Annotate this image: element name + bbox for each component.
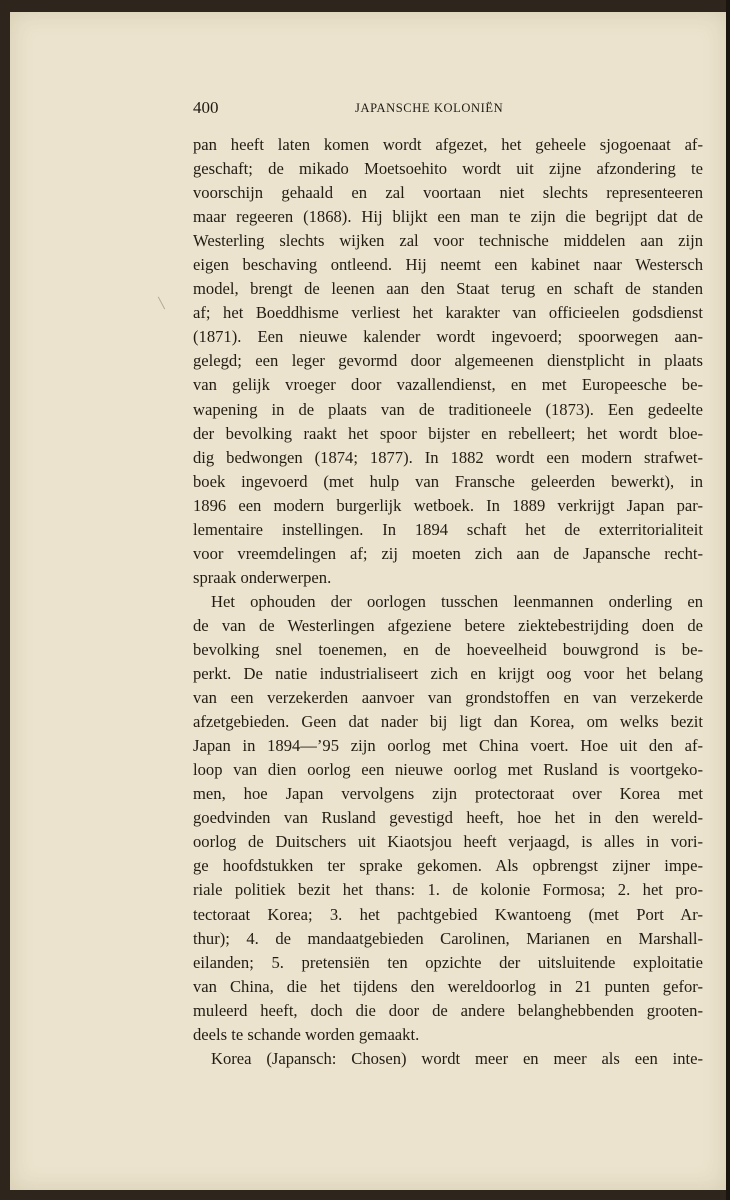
text-line: de van de Westerlingen afgeziene betere ziektebestrijding doen de [193, 615, 703, 635]
text-line: bevolking snel toenemen, en de hoeveelheid bouwgrond is be- [193, 639, 703, 659]
text-line: thur); 4. de mandaatgebieden Carolinen, Marianen en Marshall- [193, 928, 703, 948]
text-line: pan heeft laten komen wordt afgezet, het geheele sjogoenaat af- [193, 135, 703, 154]
text-line: lementaire instellingen. In 1894 schaft het de exterritorialiteit [193, 519, 703, 539]
text-line: ge hoofdstukken ter sprake gekomen. Als opbrengst zijner impe- [193, 856, 703, 876]
text-line: loop van dien oorlog een nieuwe oorlog met Rusland is voortgeko- [193, 760, 703, 780]
text-line: oorlog de Duitschers uit Kiaotsjou heeft verjaagd, is alles in vori- [193, 832, 703, 852]
text-line: eigen beschaving ontleend. Hij neemt een kabinet naar Westersch [193, 255, 703, 275]
text-line: spraak onderwerpen. [193, 567, 332, 587]
text-line: (1871). Een nieuwe kalender wordt ingevoerd; spoorwegen aan- [193, 327, 703, 347]
text-line: van een verzekerden aanvoer van grondstoffen en van verzekerde [193, 688, 703, 708]
text-line: boek ingevoerd (met hulp van Fransche geleerden bewerkt), in [193, 471, 703, 491]
text-line: perkt. De natie industrialiseert zich en krijgt oog voor het belang [193, 664, 703, 684]
text-line: voorschijn gehaald en zal voortaan niet slechts representeeren [193, 183, 703, 203]
text-line: eilanden; 5. pretensiën ten opzichte der uitsluitende exploitatie [193, 952, 703, 972]
text-line: af; het Boeddhisme verliest het karakter van officieelen godsdienst [193, 303, 703, 323]
text-line: Het ophouden der oorlogen tusschen leenmannen onderling en [211, 591, 703, 611]
text-line: riale politiek bezit het thans: 1. de kolonie Formosa; 2. het pro- [193, 880, 703, 900]
text-line: Korea (Japansch: Chosen) wordt meer en meer als een inte- [211, 1048, 703, 1068]
text-line: men, hoe Japan vervolgens zijn protectoraat over Korea met [193, 784, 703, 804]
page-edge [726, 0, 730, 1200]
text-line: afzetgebieden. Geen dat nader bij ligt dan Korea, om welks bezit [193, 712, 703, 732]
text-line: dig bedwongen (1874; 1877). In 1882 wordt een modern strafwet- [193, 447, 703, 467]
running-head: JAPANSCHE KOLONIËN [355, 101, 504, 115]
text-line: der bevolking raakt het spoor bijster en rebelleert; het wordt bloe- [193, 423, 703, 443]
text-line: maar regeeren (1868). Hij blijkt een man te zijn die begrijpt dat de [193, 207, 703, 227]
text-line: van gelijk vroeger door vazallendienst, en met Europeesche be- [193, 375, 703, 395]
text-line: wapening in de plaats van de traditioneele (1873). Een gedeelte [193, 399, 703, 419]
body-text [193, 133, 703, 1071]
text-line: gelegd; een leger gevormd door algemeenen dienstplicht in plaats [193, 351, 703, 371]
text-line: Japan in 1894—’95 zijn oorlog met China voert. Hoe uit den af- [193, 736, 703, 756]
text-line: muleerd heeft, doch die door de andere belanghebbenden grooten- [193, 1000, 703, 1020]
text-line: goedvinden van Rusland gevestigd heeft, hoe het in den wereld- [193, 808, 703, 828]
text-line: deels te schande worden gemaakt. [193, 1024, 420, 1044]
text-line: model, brengt de leenen aan den Staat terug en schaft de standen [193, 279, 703, 299]
text-line: voor vreemdelingen af; zij moeten zich aan de Japansche recht- [193, 543, 703, 563]
text-line: tectoraat Korea; 3. het pachtgebied Kwantoeng (met Port Ar- [193, 904, 703, 924]
text-line: 1896 een modern burgerlijk wetboek. In 1889 verkrijgt Japan par- [193, 495, 703, 515]
text-line: van China, die het tijdens den wereldoorlog in 21 punten gefor- [193, 976, 703, 996]
text-line: geschaft; de mikado Moetsoehito wordt uit zijne afzondering te [193, 159, 703, 179]
page-number: 400 [193, 98, 219, 117]
text-line: Westerling slechts wijken zal voor technische middelen aan zijn [193, 231, 703, 251]
